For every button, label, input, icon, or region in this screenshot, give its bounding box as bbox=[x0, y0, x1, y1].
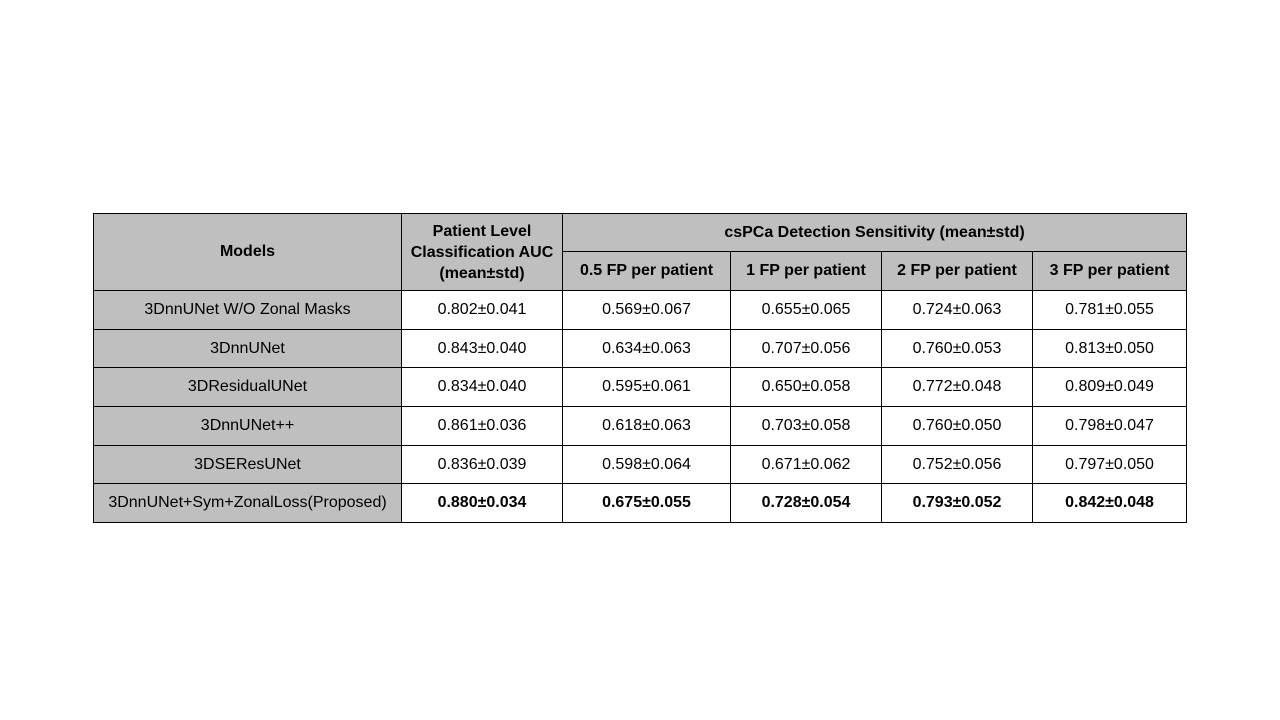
model-name: 3DSEResUNet bbox=[94, 445, 402, 484]
auc-value: 0.843±0.040 bbox=[402, 329, 563, 368]
results-table bbox=[93, 213, 1187, 523]
header-fp-0.5: 0.5 FP per patient bbox=[563, 252, 731, 291]
table-row bbox=[94, 445, 1187, 484]
fp-1-value: 0.671±0.062 bbox=[731, 445, 882, 484]
header-sensitivity-group: csPCa Detection Sensitivity (mean±std) bbox=[563, 214, 1187, 252]
fp-1-value: 0.707±0.056 bbox=[731, 329, 882, 368]
fp-1-value: 0.655±0.065 bbox=[731, 291, 882, 330]
model-name: 3DnnUNet bbox=[94, 329, 402, 368]
model-name: 3DResidualUNet bbox=[94, 368, 402, 407]
header-auc: Patient Level Classification AUC (mean±std) bbox=[402, 214, 563, 291]
table-row bbox=[94, 368, 1187, 407]
fp-0.5-value: 0.595±0.061 bbox=[563, 368, 731, 407]
fp-3-value: 0.798±0.047 bbox=[1033, 407, 1187, 446]
fp-1-value: 0.703±0.058 bbox=[731, 407, 882, 446]
header-fp-3: 3 FP per patient bbox=[1033, 252, 1187, 291]
model-name: 3DnnUNet++ bbox=[94, 407, 402, 446]
fp-2-value: 0.724±0.063 bbox=[882, 291, 1033, 330]
fp-1-value: 0.728±0.054 bbox=[731, 484, 882, 523]
fp-3-value: 0.809±0.049 bbox=[1033, 368, 1187, 407]
auc-value: 0.861±0.036 bbox=[402, 407, 563, 446]
header-row-1 bbox=[94, 214, 1187, 252]
fp-2-value: 0.772±0.048 bbox=[882, 368, 1033, 407]
fp-2-value: 0.793±0.052 bbox=[882, 484, 1033, 523]
fp-2-value: 0.760±0.053 bbox=[882, 329, 1033, 368]
header-fp-2: 2 FP per patient bbox=[882, 252, 1033, 291]
header-fp-1: 1 FP per patient bbox=[731, 252, 882, 291]
model-name: 3DnnUNet+Sym+ZonalLoss(Proposed) bbox=[94, 484, 402, 523]
table-row bbox=[94, 291, 1187, 330]
auc-value: 0.834±0.040 bbox=[402, 368, 563, 407]
fp-2-value: 0.760±0.050 bbox=[882, 407, 1033, 446]
auc-value: 0.802±0.041 bbox=[402, 291, 563, 330]
fp-3-value: 0.797±0.050 bbox=[1033, 445, 1187, 484]
table-row bbox=[94, 329, 1187, 368]
fp-3-value: 0.781±0.055 bbox=[1033, 291, 1187, 330]
fp-3-value: 0.842±0.048 bbox=[1033, 484, 1187, 523]
model-name: 3DnnUNet W/O Zonal Masks bbox=[94, 291, 402, 330]
fp-0.5-value: 0.634±0.063 bbox=[563, 329, 731, 368]
auc-value: 0.836±0.039 bbox=[402, 445, 563, 484]
table-row-proposed bbox=[94, 484, 1187, 523]
fp-1-value: 0.650±0.058 bbox=[731, 368, 882, 407]
auc-value: 0.880±0.034 bbox=[402, 484, 563, 523]
fp-0.5-value: 0.569±0.067 bbox=[563, 291, 731, 330]
fp-0.5-value: 0.618±0.063 bbox=[563, 407, 731, 446]
fp-0.5-value: 0.598±0.064 bbox=[563, 445, 731, 484]
fp-0.5-value: 0.675±0.055 bbox=[563, 484, 731, 523]
fp-2-value: 0.752±0.056 bbox=[882, 445, 1033, 484]
table-row bbox=[94, 407, 1187, 446]
fp-3-value: 0.813±0.050 bbox=[1033, 329, 1187, 368]
header-models: Models bbox=[94, 214, 402, 291]
